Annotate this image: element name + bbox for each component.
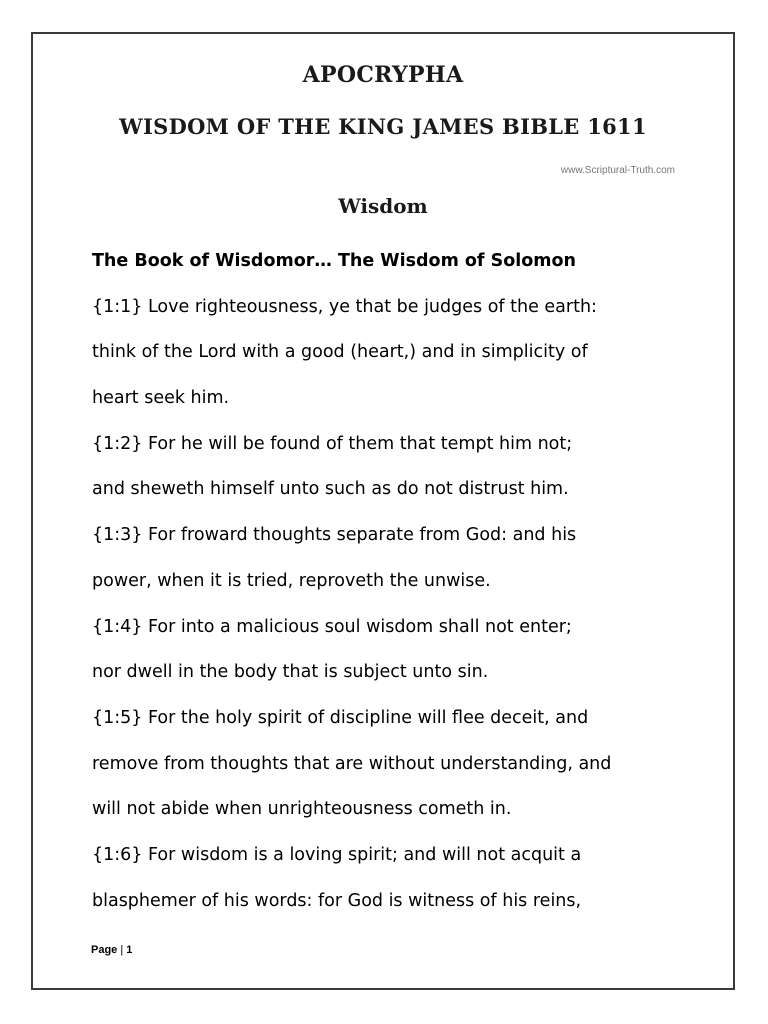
verse-line: blasphemer of his words: for God is witness of his reins, — [92, 890, 582, 911]
document-subtitle: WISDOM OF THE KING JAMES BIBLE 1611 — [119, 114, 647, 139]
verse-line: will not abide when unrighteousness cometh in. — [92, 799, 512, 820]
verse-line: {1:5} For the holy spirit of discipline will flee deceit, and — [92, 707, 589, 728]
verse-line: heart seek him. — [92, 388, 230, 409]
verse-line: {1:4} For into a malicious soul wisdom shall not enter; — [92, 616, 572, 637]
page-label: Page — [91, 944, 118, 956]
page-footer — [91, 944, 132, 956]
document-page — [31, 32, 735, 990]
verse-line: {1:2} For he will be found of them that tempt him not; — [92, 433, 573, 454]
verse-line: power, when it is tried, reproveth the unwise. — [92, 570, 491, 591]
page-number: 1 — [126, 944, 133, 956]
verse-line: {1:6} For wisdom is a loving spirit; and will not acquit a — [92, 844, 582, 865]
verse-line: think of the Lord with a good (heart,) and in simplicity of — [92, 342, 588, 363]
document-title: APOCRYPHA — [302, 62, 464, 88]
verse-line: remove from thoughts that are without understanding, and — [92, 753, 612, 774]
website-watermark: www.Scriptural-Truth.com — [560, 165, 675, 176]
page-separator: | — [120, 944, 124, 956]
book-subtitle: The Book of Wisdomor… The Wisdom of Solomon — [92, 251, 576, 271]
verse-line: {1:3} For froward thoughts separate from God: and his — [92, 525, 577, 546]
verse-line: {1:1} Love righteousness, ye that be judges of the earth: — [92, 296, 597, 317]
verse-line: and sheweth himself unto such as do not distrust him. — [92, 479, 569, 500]
verse-line: nor dwell in the body that is subject unto sin. — [92, 662, 489, 683]
body-text — [92, 242, 692, 927]
section-heading: Wisdom — [338, 194, 428, 218]
